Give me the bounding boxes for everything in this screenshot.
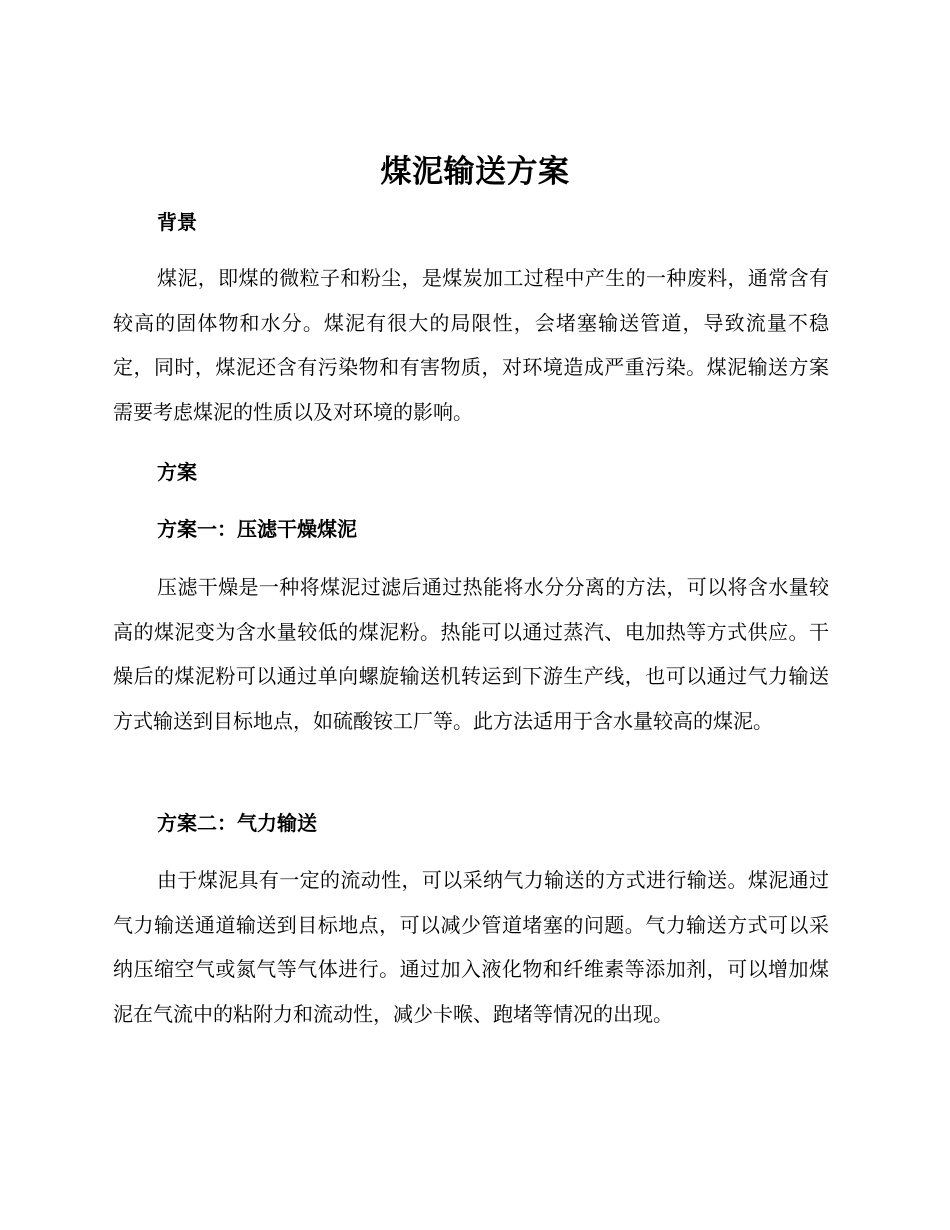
paragraph-plan-1: 压滤干燥是一种将煤泥过滤后通过热能将水分分离的方法，可以将含水量较高的煤泥变为含水量较低的煤泥粉。热能可以通过蒸汽、电加热等方式供应。干燥后的煤泥粉可以通过单向螺旋输送机转运到下游生产线，也可以通过气力输送方式输送到目标地点，如硫酸铵工厂等。此方法适用于含水量较高的煤泥。 (113, 575, 829, 733)
subsection-heading-plan-2: 方案二：气力输送 (157, 811, 317, 835)
paragraph-background: 煤泥，即煤的微粒子和粉尘，是煤炭加工过程中产生的一种废料，通常含有较高的固体物和水分。煤泥有很大的局限性，会堵塞输送管道，导致流量不稳定，同时，煤泥还含有污染物和有害物质，对环境造成严重污染。煤泥输送方案需要考虑煤泥的性质以及对环境的影响。 (113, 266, 829, 424)
subsection-heading-plan-1: 方案一：压滤干燥煤泥 (157, 517, 357, 541)
document-title: 煤泥输送方案 (380, 154, 570, 190)
section-heading-background: 背景 (157, 210, 197, 234)
paragraph-plan-2: 由于煤泥具有一定的流动性，可以采纳气力输送的方式进行输送。煤泥通过气力输送通道输送到目标地点，可以减少管道堵塞的问题。气力输送方式可以采纳压缩空气或氮气等气体进行。通过加入液化物和纤维素等添加剂，可以增加煤泥在气流中的粘附力和流动性，减少卡喉、跑堵等情况的出现。 (113, 868, 829, 1026)
section-heading-plans: 方案 (157, 460, 197, 484)
